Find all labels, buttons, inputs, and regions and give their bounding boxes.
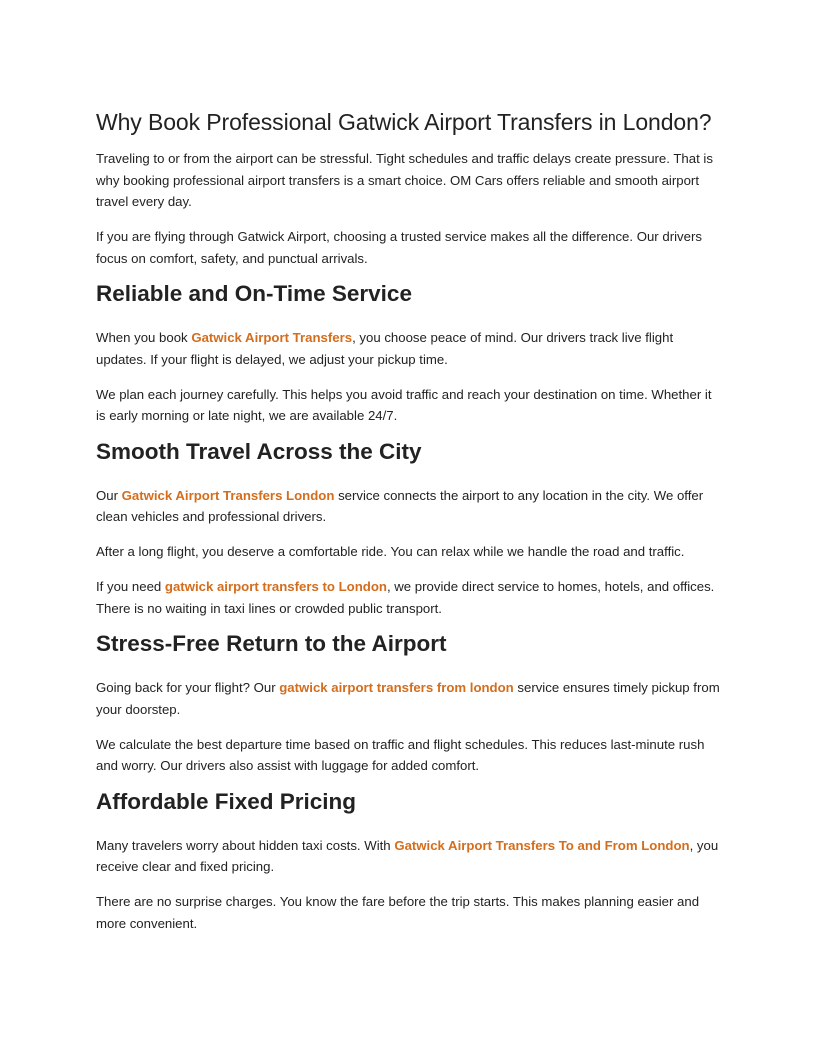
transfers-to-london-link[interactable]: gatwick airport transfers to London (164, 579, 387, 594)
paragraph: We plan each journey carefully. This helps you avoid traffic and reach your destination on time. Whether it is early morning or late night, we are available 24/7. (96, 386, 712, 423)
gatwick-airport-transfers-london-link[interactable]: Gatwick Airport Transfers London (121, 487, 335, 503)
intro (96, 148, 722, 269)
section-heading: Affordable Fixed Pricing (96, 788, 357, 814)
section-heading: Reliable and On-Time Service (96, 281, 412, 306)
paragraph-text: service connects the airport to any location in the city. We offer clean vehicles and professional drivers. (96, 487, 704, 524)
transfers-from-london-link[interactable]: gatwick airport transfers from london (279, 680, 514, 695)
section-fixed-pricing (96, 787, 722, 935)
paragraph-text: Going back for your flight? Our (96, 680, 280, 695)
section-smooth-travel (96, 437, 722, 620)
paragraph: After a long flight, you deserve a comfortable ride. You can relax while we handle the road and traffic. (96, 544, 685, 559)
paragraph (96, 677, 722, 720)
section-return-to-airport (96, 629, 722, 777)
paragraph-text: Many travelers worry about hidden taxi costs. With (96, 837, 395, 853)
paragraph-text: service ensures timely pickup from your doorstep. (96, 680, 720, 717)
section-reliable-service (96, 279, 722, 427)
gatwick-airport-transfers-link[interactable]: Gatwick Airport Transfers (191, 330, 353, 345)
section-heading: Smooth Travel Across the City (96, 438, 422, 464)
paragraph (96, 327, 722, 370)
document-page (96, 106, 722, 944)
paragraph: There are no surprise charges. You know the fare before the trip starts. This makes planning easier and more convenient. (96, 894, 700, 931)
paragraph (96, 835, 722, 878)
paragraph-text: , you choose peace of mind. Our drivers track live flight updates. If your flight is delayed, we adjust your pickup time. (96, 330, 674, 367)
intro-paragraph: Traveling to or from the airport can be stressful. Tight schedules and traffic delays create pressure. That is why booking professional airport transfers is a smart choice. OM Cars offers reliable and smooth airport travel every day. (96, 151, 713, 209)
section-heading: Stress-Free Return to the Airport (96, 631, 447, 656)
transfers-to-and-from-london-link[interactable]: Gatwick Airport Transfers To and From London (394, 837, 690, 853)
intro-paragraph: If you are flying through Gatwick Airport, choosing a trusted service makes all the difference. Our drivers focus on comfort, safety, and punctual arrivals. (96, 229, 702, 266)
paragraph-text: , you receive clear and fixed pricing. (96, 837, 719, 874)
paragraph (96, 576, 722, 619)
paragraph-text: , we provide direct service to homes, hotels, and offices. There is no waiting in taxi lines or crowded public transport. (96, 579, 715, 616)
paragraph-text: Our (96, 487, 122, 503)
paragraph-text: When you book (96, 330, 192, 345)
paragraph-text: If you need (96, 579, 165, 594)
page-title: Why Book Professional Gatwick Airport Transfers in London? (96, 109, 712, 135)
paragraph (96, 485, 722, 528)
paragraph: We calculate the best departure time based on traffic and flight schedules. This reduces last-minute rush and worry. Our drivers also assist with luggage for added comfort. (96, 736, 705, 773)
